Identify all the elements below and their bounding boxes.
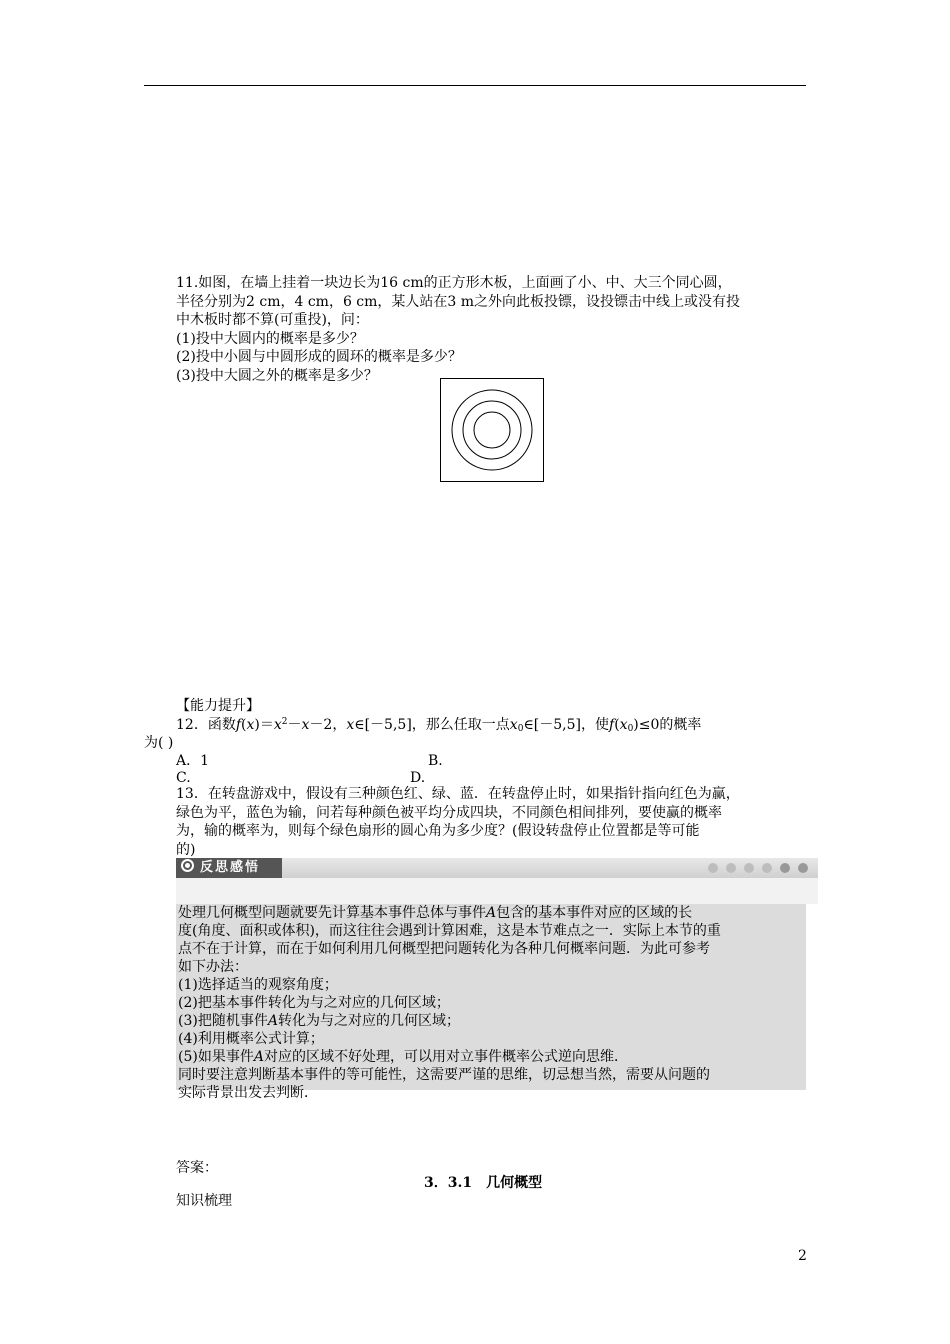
q12-option-d: D.	[410, 770, 426, 786]
reflection-line: (1)选择适当的观察角度；	[178, 977, 338, 993]
reflection-line: 处理几何概型问题就要先计算基本事件总体与事件A包含的基本事件对应的区域的长	[178, 905, 693, 921]
reflection-line: (2)把基本事件转化为与之对应的几何区域；	[178, 995, 450, 1011]
reflection-line: 实际背景出发去判断．	[178, 1085, 318, 1101]
reflection-line: 如下办法：	[178, 959, 248, 975]
q11-line: (2)投中小圆与中圆形成的圆环的概率是多少？	[176, 349, 462, 365]
q12-line2: 为( )	[144, 735, 174, 751]
small-circle	[474, 412, 510, 448]
page-number: 2	[798, 1248, 807, 1264]
q13-line: 13．在转盘游戏中，假设有三种颜色红、绿、蓝．在转盘停止时，如果指针指向红色为赢，	[176, 786, 740, 802]
dot-icon	[780, 863, 790, 873]
reflection-line: (5)如果事件A对应的区域不好处理，可以用对立事件概率公式逆向思维．	[178, 1049, 628, 1065]
q12-option-c: C.	[176, 770, 191, 786]
q11-line: 11.如图，在墙上挂着一块边长为16 cm的正方形木板，上面画了小、中、大三个同心圆，	[176, 275, 732, 291]
reflection-line: (3)把随机事件A转化为与之对应的几何区域；	[178, 1013, 460, 1029]
q13-line: 为，输的概率为，则每个绿色扇形的圆心角为多少度？(假设转盘停止位置都是等可能	[176, 823, 700, 839]
dot-icon	[798, 863, 808, 873]
q11-line: (3)投中大圆之外的概率是多少？	[176, 367, 378, 384]
reflection-tag: 反思感悟	[176, 858, 282, 878]
dot-icon	[744, 863, 754, 873]
ability-heading: 【能力提升】	[176, 698, 260, 714]
dot-icon	[726, 863, 736, 873]
medium-circle	[463, 401, 521, 459]
reflection-header-bar	[176, 858, 818, 878]
q13-line: 绿色为平，蓝色为输，问若每种颜色被平均分成四块，不同颜色相间排列，要使赢的概率	[176, 804, 722, 821]
square-board	[441, 379, 544, 482]
question-11	[176, 274, 806, 385]
section-title: 3．3.1 几何概型	[424, 1175, 543, 1191]
dot-icon	[762, 863, 772, 873]
concentric-circles-figure	[440, 378, 544, 482]
q12-line1: 12．函数$f(x)=x^2-x-2$，x∈[－5,5]，那么任取一点$x_0\in[-5,5]$，使$f(x_0)\le 0$的概率	[176, 717, 702, 734]
answer-label: 答案：	[176, 1160, 218, 1176]
reflection-line: (4)利用概率公式计算；	[178, 1031, 324, 1047]
reflection-line: 同时要注意判断基本事件的等可能性，这需要严谨的思维，切忌想当然，需要从问题的	[178, 1067, 710, 1083]
decorative-dots	[708, 863, 808, 873]
q12-option-b: B.	[428, 753, 443, 769]
dot-icon	[708, 863, 718, 873]
q11-line: 半径分别为2 cm，4 cm，6 cm，某人站在3 m之外向此板投镖，设投镖击中线上或没有投	[176, 293, 741, 310]
reflection-line: 度(角度、面积或体积)，而这往往会遇到计算困难，这是本节难点之一．实际上本节的重	[178, 923, 721, 939]
large-circle	[452, 390, 532, 470]
knowledge-label: 知识梳理	[176, 1193, 232, 1209]
q13-line: 的)	[176, 841, 196, 858]
header-rule	[144, 85, 806, 86]
question-13	[176, 785, 806, 859]
reflection-content	[176, 904, 806, 1101]
reflection-spacer	[176, 878, 818, 904]
q12-option-a: A．1	[176, 753, 210, 769]
q11-line: (1)投中大圆内的概率是多少？	[176, 330, 364, 347]
question-12	[176, 716, 806, 735]
q11-line: 中木板时都不算(可重投)，问：	[176, 312, 369, 328]
target-icon	[181, 859, 194, 872]
reflection-line: 点不在于计算，而在于如何利用几何概型把问题转化为各种几何概率问题．为此可参考	[178, 941, 710, 957]
